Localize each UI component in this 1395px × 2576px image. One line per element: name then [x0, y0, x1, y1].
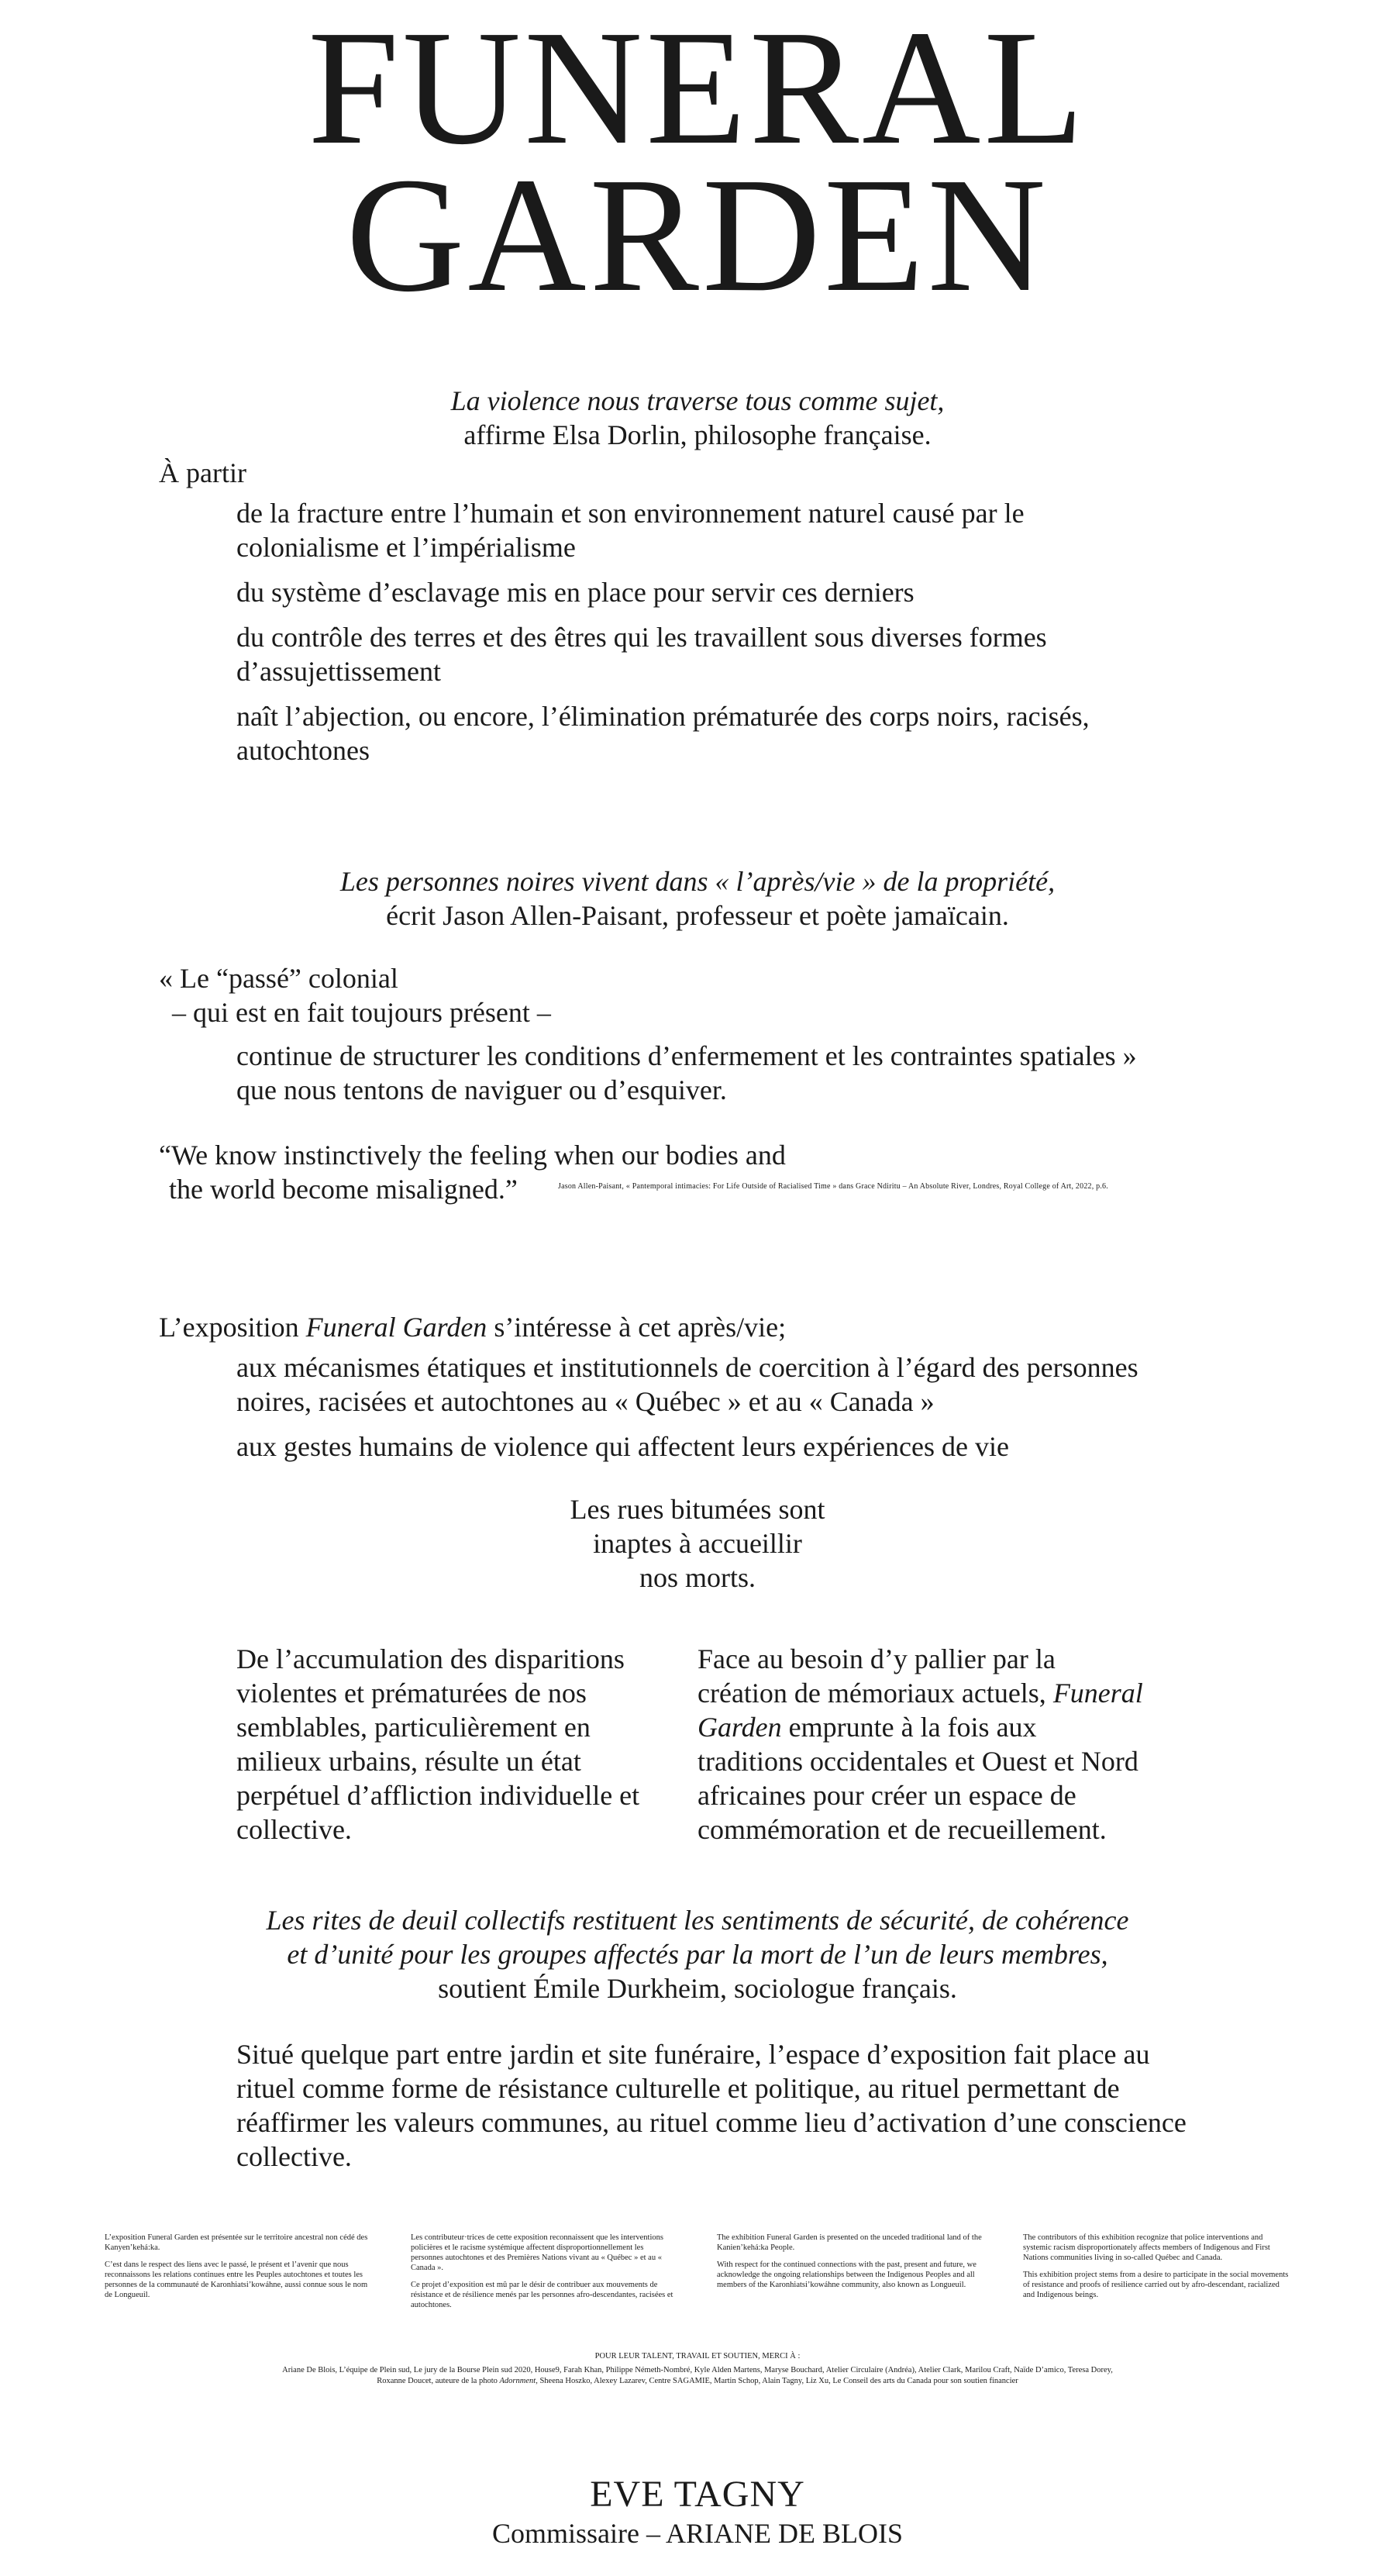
quote-attribution: écrit Jason Allen-Paisant, professeur et poète jamaïcain. — [386, 900, 1009, 931]
poem-line: Les rues bitumées sont — [570, 1494, 825, 1525]
quote-dorlin — [0, 384, 1395, 452]
colonial-past-indented: continue de structurer les conditions d’enfermement et les contraintes spatiales » que nous tentons de naviguer ou d’esquiver. — [236, 1040, 1137, 1105]
acknowledgements — [155, 2351, 1240, 2387]
page-title — [0, 0, 1395, 326]
quote-allen-paisant — [0, 864, 1395, 933]
list-item: du système d’esclavage mis en place pour servir ces derniers — [236, 577, 914, 608]
lead-text: L’exposition — [159, 1312, 306, 1343]
colonial-past-line-1: « Le “passé” colonial — [159, 963, 398, 994]
poem-line: nos morts. — [639, 1562, 756, 1593]
quote-text: Les personnes noires vivent dans « l’après/vie » de la propriété, — [339, 866, 1056, 897]
thanks-text: , Sheena Hoszko, Alexey Lazarev, Centre SAGAMIE, Martin Schop, Alain Tagny, Liz Xu, Le Conseil des arts du Canada pour son soutien financier — [536, 2377, 1018, 2385]
note-paragraph: The exhibition Funeral Garden is presented on the unceded traditional land of the Kanien’kehá:ka People. — [717, 2233, 982, 2252]
thanks-line: Ariane De Blois, L’équipe de Plein sud, Le jury de la Bourse Plein sud 2020, House9, Farah Khan, Philippe Németh-Nombré, Kyle Alden Martens, Maryse Bouchard, Atelier Circulaire (Andréa), Atelier Clark, Marilou Craft, Naïde D’amico, Teresa Dorey, — [282, 2366, 1113, 2374]
credits — [0, 2474, 1395, 2549]
footer-note — [105, 2233, 372, 2307]
artist-name: EVE TAGNY — [590, 2474, 805, 2515]
list-item: du contrôle des terres et des êtres qui les travaillent sous diverses formes d’assujettissement — [236, 622, 1047, 687]
thanks-text: Roxanne Doucet, auteure de la photo — [377, 2377, 500, 2385]
footer-note — [411, 2233, 678, 2317]
note-paragraph: With respect for the continued connections with the past, present and future, we acknowledge the ongoing relationships between the Indigenous Peoples and all members of the Karonhiatsi’kowáhne community, also known as Longueuil. — [717, 2260, 976, 2289]
column-left: De l’accumulation des disparitions violentes et prématurées de nos semblables, particulièrement en milieux urbains, résulte un état perpétuel d’affliction individuelle et collective. — [236, 1643, 640, 1845]
list-item: aux mécanismes étatiques et institutionnels de coercition à l’égard des personnes noires, racisées et autochtones au « Québec » et au « Canada » — [236, 1352, 1138, 1417]
section-list — [236, 496, 1120, 778]
quote-attribution: soutient Émile Durkheim, sociologue français. — [438, 1973, 957, 2004]
quote-durkheim — [0, 1903, 1395, 2005]
note-paragraph: This exhibition project stems from a desire to participate in the social movements of resistance and proofs of resilience carried out by afro-descendant, racialized and Indigenous beings. — [1023, 2271, 1289, 2299]
quote-text-1: Les rites de deuil collectifs restituent les sentiments de sécurité, de cohérence — [266, 1905, 1129, 1936]
exhibition-list — [236, 1350, 1151, 1474]
citation: Jason Allen-Paisant, « Pantemporal intimacies: For Life Outside of Racialised Time » dans Grace Ndiritu – An Absolute River, Londres, Royal College of Art, 2022, p.6. — [558, 1182, 1108, 1191]
english-quote-line-2: the world become misaligned.” — [169, 1174, 518, 1205]
photo-title: Adornment — [499, 2377, 536, 2385]
exhibition-name: Funeral Garden — [698, 1678, 1143, 1743]
exhibition-lead — [159, 1310, 786, 1344]
column-right — [698, 1642, 1147, 1847]
closing-paragraph: Situé quelque part entre jardin et site funéraire, l’espace d’exposition fait place au rituel comme forme de résistance culturelle et politique, au rituel permettant de réaffirmer les valeurs communes, au rituel comme lieu d’activation d’une conscience collective. — [236, 2039, 1187, 2172]
note-paragraph: L’exposition Funeral Garden est présentée sur le territoire ancestral non cédé des Kanyen’kehá:ka. — [105, 2233, 368, 2252]
list-item: aux gestes humains de violence qui affectent leurs expériences de vie — [236, 1431, 1009, 1462]
title-line-1: FUNERAL — [308, 0, 1087, 178]
note-paragraph: Ce projet d’exposition est mû par le désir de contribuer aux mouvements de résistance et de résilience menés par les personnes afro-descendantes, racisées et autochtones. — [411, 2281, 673, 2309]
section-lead: À partir — [159, 457, 246, 488]
note-paragraph: Les contributeur·trices de cette exposition reconnaissent que les interventions policières et le racisme systémique affectent disproportionnellement les personnes autochtones et des Premières Nations vivant au « Québec » et au « Canada ». — [411, 2233, 663, 2272]
footer-note — [717, 2233, 984, 2297]
note-paragraph: C’est dans le respect des liens avec le passé, le présent et l’avenir que nous reconnaissons les relations continues entre les Peuples autochtones et toutes les personnes de la communauté de Karonhiatsi’kowáhne, aussi connue sous le nom de Longueuil. — [105, 2260, 368, 2299]
quote-text: La violence nous traverse tous comme sujet, — [450, 385, 945, 416]
curator-line: Commissaire – ARIANE DE BLOIS — [492, 2518, 903, 2549]
lead-text: s’intéresse à cet après/vie; — [487, 1312, 787, 1343]
column-text: emprunte à la fois aux traditions occidentales et Ouest et Nord africaines pour créer un espace de commémoration et de recueillement. — [698, 1712, 1138, 1845]
center-poem — [0, 1492, 1395, 1595]
colonial-past-line-2: – qui est en fait toujours présent – — [172, 997, 551, 1028]
quote-text-2: et d’unité pour les groupes affectés par la mort de l’un de leurs membres, — [287, 1939, 1108, 1970]
footer-note — [1023, 2233, 1290, 2307]
quote-attribution: affirme Elsa Dorlin, philosophe française. — [463, 419, 932, 450]
column-text: Face au besoin d’y pallier par la création de mémoriaux actuels, — [698, 1643, 1056, 1709]
title-line-2: GARDEN — [346, 143, 1049, 326]
exhibition-name: Funeral Garden — [305, 1312, 487, 1343]
thanks-heading: POUR LEUR TALENT, TRAVAIL ET SOUTIEN, MERCI À : — [594, 2352, 801, 2360]
note-paragraph: The contributors of this exhibition recognize that police interventions and systemic racism disproportionately affects members of Indigenous and First Nations communities living in so-called Québec and Canada. — [1023, 2233, 1270, 2262]
poem-line: inaptes à accueillir — [593, 1528, 802, 1559]
list-item: de la fracture entre l’humain et son environnement naturel causé par le colonialisme et l’impérialisme — [236, 498, 1025, 563]
thanks-line — [155, 2376, 1240, 2387]
english-quote-line-1: “We know instinctively the feeling when our bodies and — [159, 1140, 786, 1171]
list-item: naît l’abjection, ou encore, l’élimination prématurée des corps noirs, racisés, autochtones — [236, 701, 1090, 766]
